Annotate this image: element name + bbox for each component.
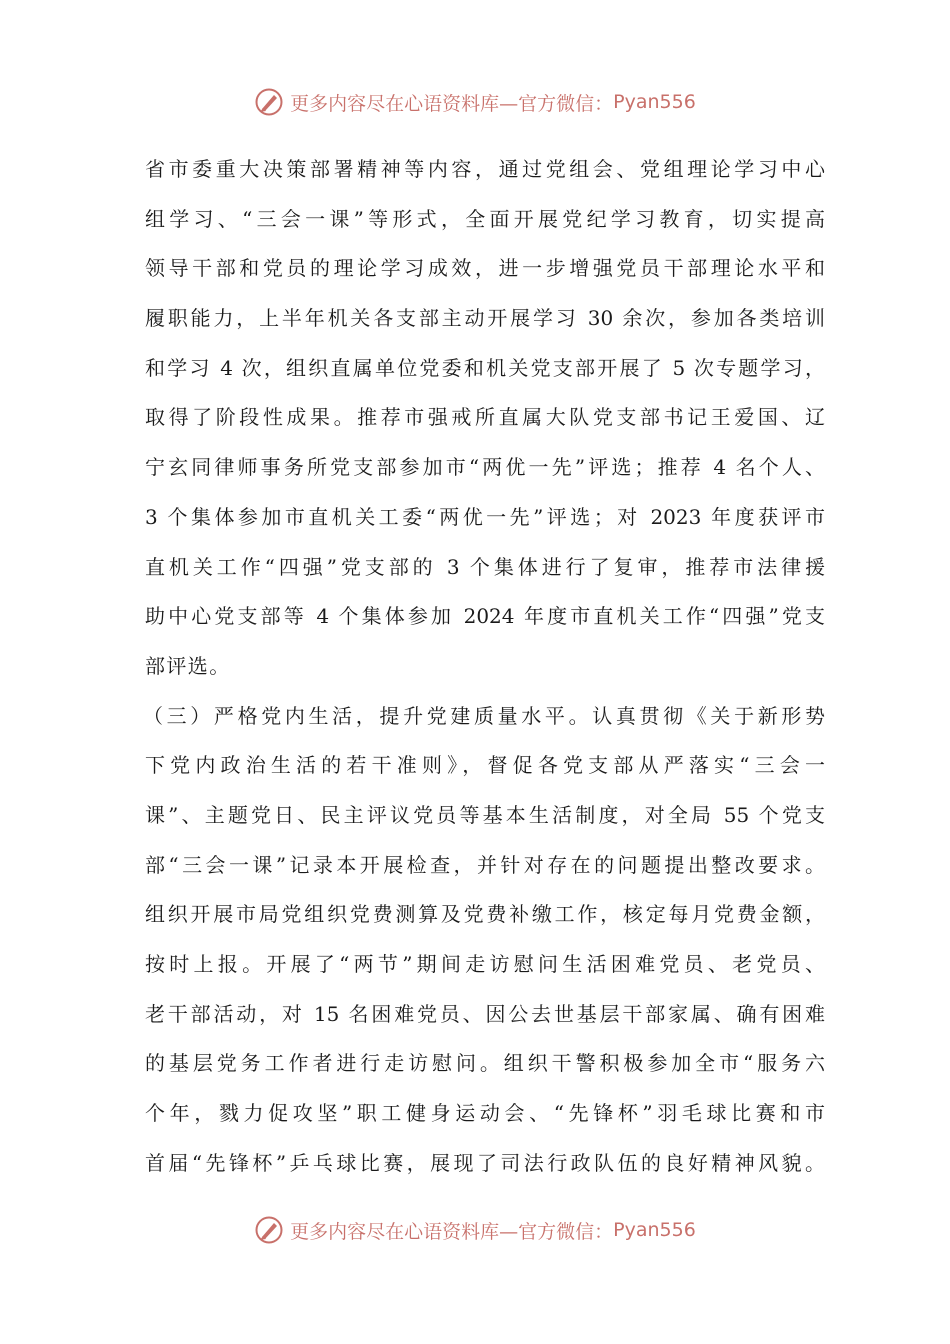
body-line: 个年，戮力促攻坚”职工健身运动会、“先锋杯”羽毛球比赛和市 <box>145 1101 825 1126</box>
body-line: 组学习、“三会一课”等形式，全面开展党纪学习教育，切实提高 <box>145 206 825 231</box>
watermark-text: 更多内容尽在心语资料库—官方微信： <box>290 1220 614 1243</box>
body-line: 组织开展市局党组织党费测算及党费补缴工作，核定每月党费金额， <box>145 902 825 927</box>
document-body <box>145 145 825 1188</box>
body-line: 部“三会一课”记录本开展检查，并针对存在的问题提出整改要求。 <box>145 852 825 877</box>
body-line: 省市委重大决策部署精神等内容，通过党组会、党组理论学习中心 <box>145 157 825 181</box>
pen-logo-icon <box>254 1215 284 1245</box>
pen-logo-icon <box>254 87 284 117</box>
body-line: 助中心党支部等 4 个集体参加 2024 年度市直机关工作“四强”党支 <box>145 604 825 629</box>
body-line: 3 个集体参加市直机关工委“两优一先”评选；对 2023 年度获评市 <box>145 504 825 529</box>
body-line: 老干部活动，对 15 名困难党员、因公去世基层干部家属、确有困难 <box>145 1001 825 1026</box>
footer-watermark <box>0 1212 950 1248</box>
body-line: 和学习 4 次，组织直属单位党委和机关党支部开展了 5 次专题学习， <box>145 355 825 380</box>
body-line: 按时上报。开展了“两节”期间走访慰问生活困难党员、老党员、 <box>145 952 825 976</box>
body-line: 直机关工作“四强”党支部的 3 个集体进行了复审，推荐市法律援 <box>145 554 825 579</box>
body-line: 的基层党务工作者进行走访慰问。组织干警积极参加全市“服务六 <box>145 1051 825 1076</box>
body-line: 课”、主题党日、民主评议党员等基本生活制度，对全局 55 个党支 <box>145 802 825 827</box>
body-line: 部评选。 <box>145 653 231 678</box>
body-line: 下党内政治生活的若干准则》，督促各党支部从严落实“三会一 <box>145 753 825 778</box>
body-line: 取得了阶段性成果。推荐市强戒所直属大队党支部书记王爱国、辽 <box>145 405 825 430</box>
body-line: 首届“先锋杯”乒乓球比赛，展现了司法行政队伍的良好精神风貌。 <box>145 1150 825 1175</box>
header-watermark <box>0 84 950 120</box>
watermark-text: 更多内容尽在心语资料库—官方微信： <box>290 92 614 115</box>
section-heading-line: （三）严格党内生活，提升党建质量水平。认真贯彻《关于新形势 <box>143 703 825 728</box>
watermark-handle: Pyan556 <box>613 1219 696 1241</box>
body-line: 履职能力，上半年机关各支部主动开展学习 30 余次，参加各类培训 <box>145 306 825 331</box>
body-line: 领导干部和党员的理论学习成效，进一步增强党员干部理论水平和 <box>145 256 825 281</box>
watermark-handle: Pyan556 <box>613 91 696 113</box>
body-line: 宁玄同律师事务所党支部参加市“两优一先”评选；推荐 4 名个人、 <box>145 455 825 480</box>
